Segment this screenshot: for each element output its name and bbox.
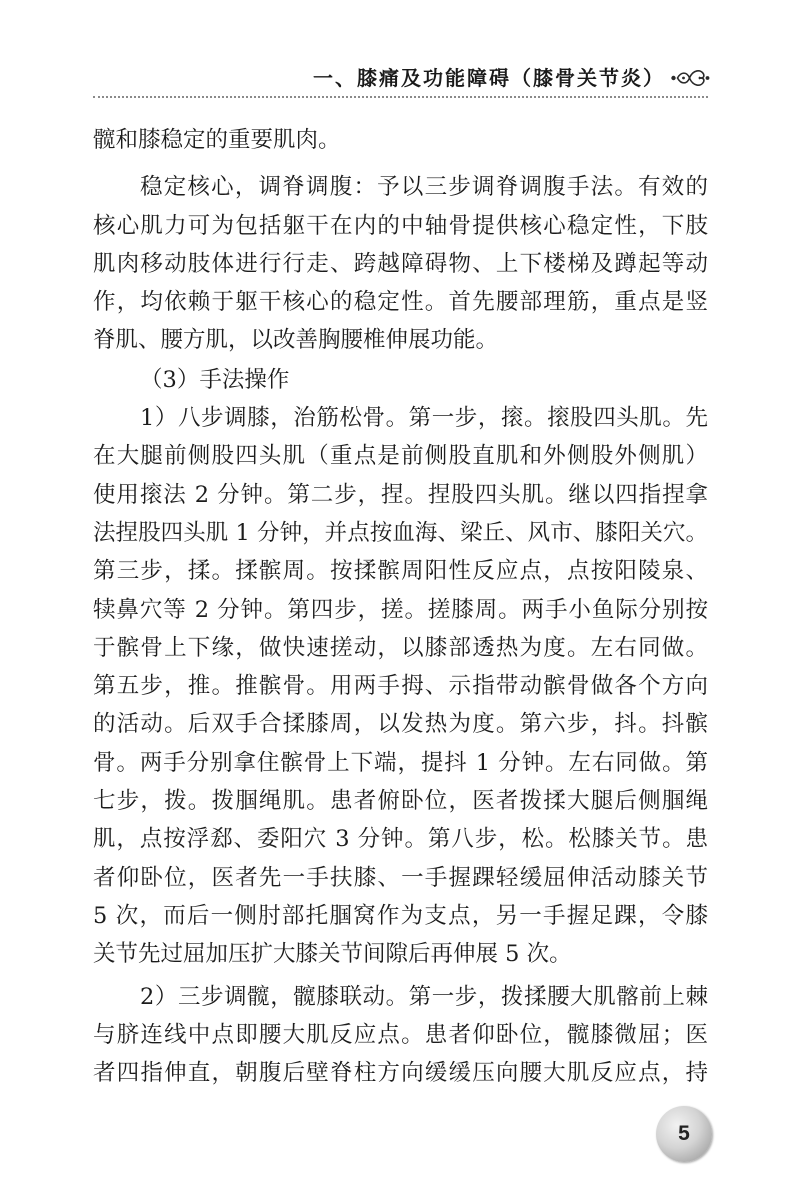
text-line: 的活动。后双手合揉膝周，以发热为度。第六步，抖。抖髌 [93,711,708,738]
chapter-title: 一、膝痛及功能障碍（膝骨关节炎） [313,66,665,90]
section-heading-manipulation [93,361,708,399]
page-number-badge [656,1106,712,1162]
body-text [93,121,708,1092]
text-line: 法捏股四头肌 1 分钟，并点按血海、梁丘、风市、膝阳关穴。 [93,519,708,546]
paragraph-continued [93,121,708,159]
text-line: 者仰卧位，医者先一手扶膝、一手握踝轻缓屈伸活动膝关节 [93,864,708,891]
text-line: 者四指伸直，朝腹后壁脊柱方向缓缓压向腰大肌反应点，持 [93,1060,708,1087]
flourish-ornament-icon [670,65,710,91]
text-line: 核心肌力可为包括躯干在内的中轴骨提供核心稳定性，下肢 [93,212,708,239]
text-line: 骨。两手分别拿住髌骨上下端，提抖 1 分钟。左右同做。第 [93,749,708,776]
text-line: 稳定核心，调脊调腹：予以三步调脊调腹手法。有效的 [140,174,708,201]
text-line: 在大腿前侧股四头肌（重点是前侧股直肌和外侧股外侧肌） [93,443,708,470]
text-line: 肌，点按浮郄、委阳穴 3 分钟。第八步，松。松膝关节。患 [93,826,708,853]
dotted-divider [93,96,708,98]
page-number: 5 [678,1122,690,1145]
text-line: 2）三步调髋，髋膝联动。第一步，拨揉腰大肌髂前上棘 [140,983,708,1010]
text-line: 第三步，揉。揉髌周。按揉髌周阳性反应点，点按阳陵泉、 [93,558,708,585]
text-line: 于髌骨上下缘，做快速搓动，以膝部透热为度。左右同做。 [93,634,708,661]
text-line: 犊鼻穴等 2 分钟。第四步，搓。搓膝周。两手小鱼际分别按 [93,596,708,623]
section-heading: （3）手法操作 [140,366,290,393]
text-line: 髋和膝稳定的重要肌肉。 [93,127,341,153]
text-line: 关节先过屈加压扩大膝关节间隙后再伸展 5 次。 [93,941,572,968]
text-line: 使用㨰法 2 分钟。第二步，捏。捏股四头肌。继以四指捏拿 [93,481,708,508]
text-line: 与脐连线中点即腰大肌反应点。患者仰卧位，髋膝微屈；医 [93,1021,708,1048]
text-line: 七步，拨。拨腘绳肌。患者俯卧位，医者拨揉大腿后侧腘绳 [93,788,708,815]
paragraph-core-stability [93,168,708,359]
text-line: 作，均依赖于躯干核心的稳定性。首先腰部理筋，重点是竖 [93,289,708,316]
text-line: 第五步，推。推髌骨。用两手拇、示指带动髌骨做各个方向 [93,673,708,700]
text-line: 肌肉移动肢体进行行走、跨越障碍物、上下楼梯及蹲起等动 [93,250,708,277]
text-line: 脊肌、腰方肌，以改善胸腰椎伸展功能。 [93,327,499,354]
text-line: 5 次，而后一侧肘部托腘窝作为支点，另一手握足踝，令膝 [93,902,708,929]
text-line: 1）八步调膝，治筋松骨。第一步，㨰。㨰股四头肌。先 [140,405,708,432]
paragraph-eight-step-knee [93,399,708,973]
paragraph-three-step-hip [93,978,708,1093]
